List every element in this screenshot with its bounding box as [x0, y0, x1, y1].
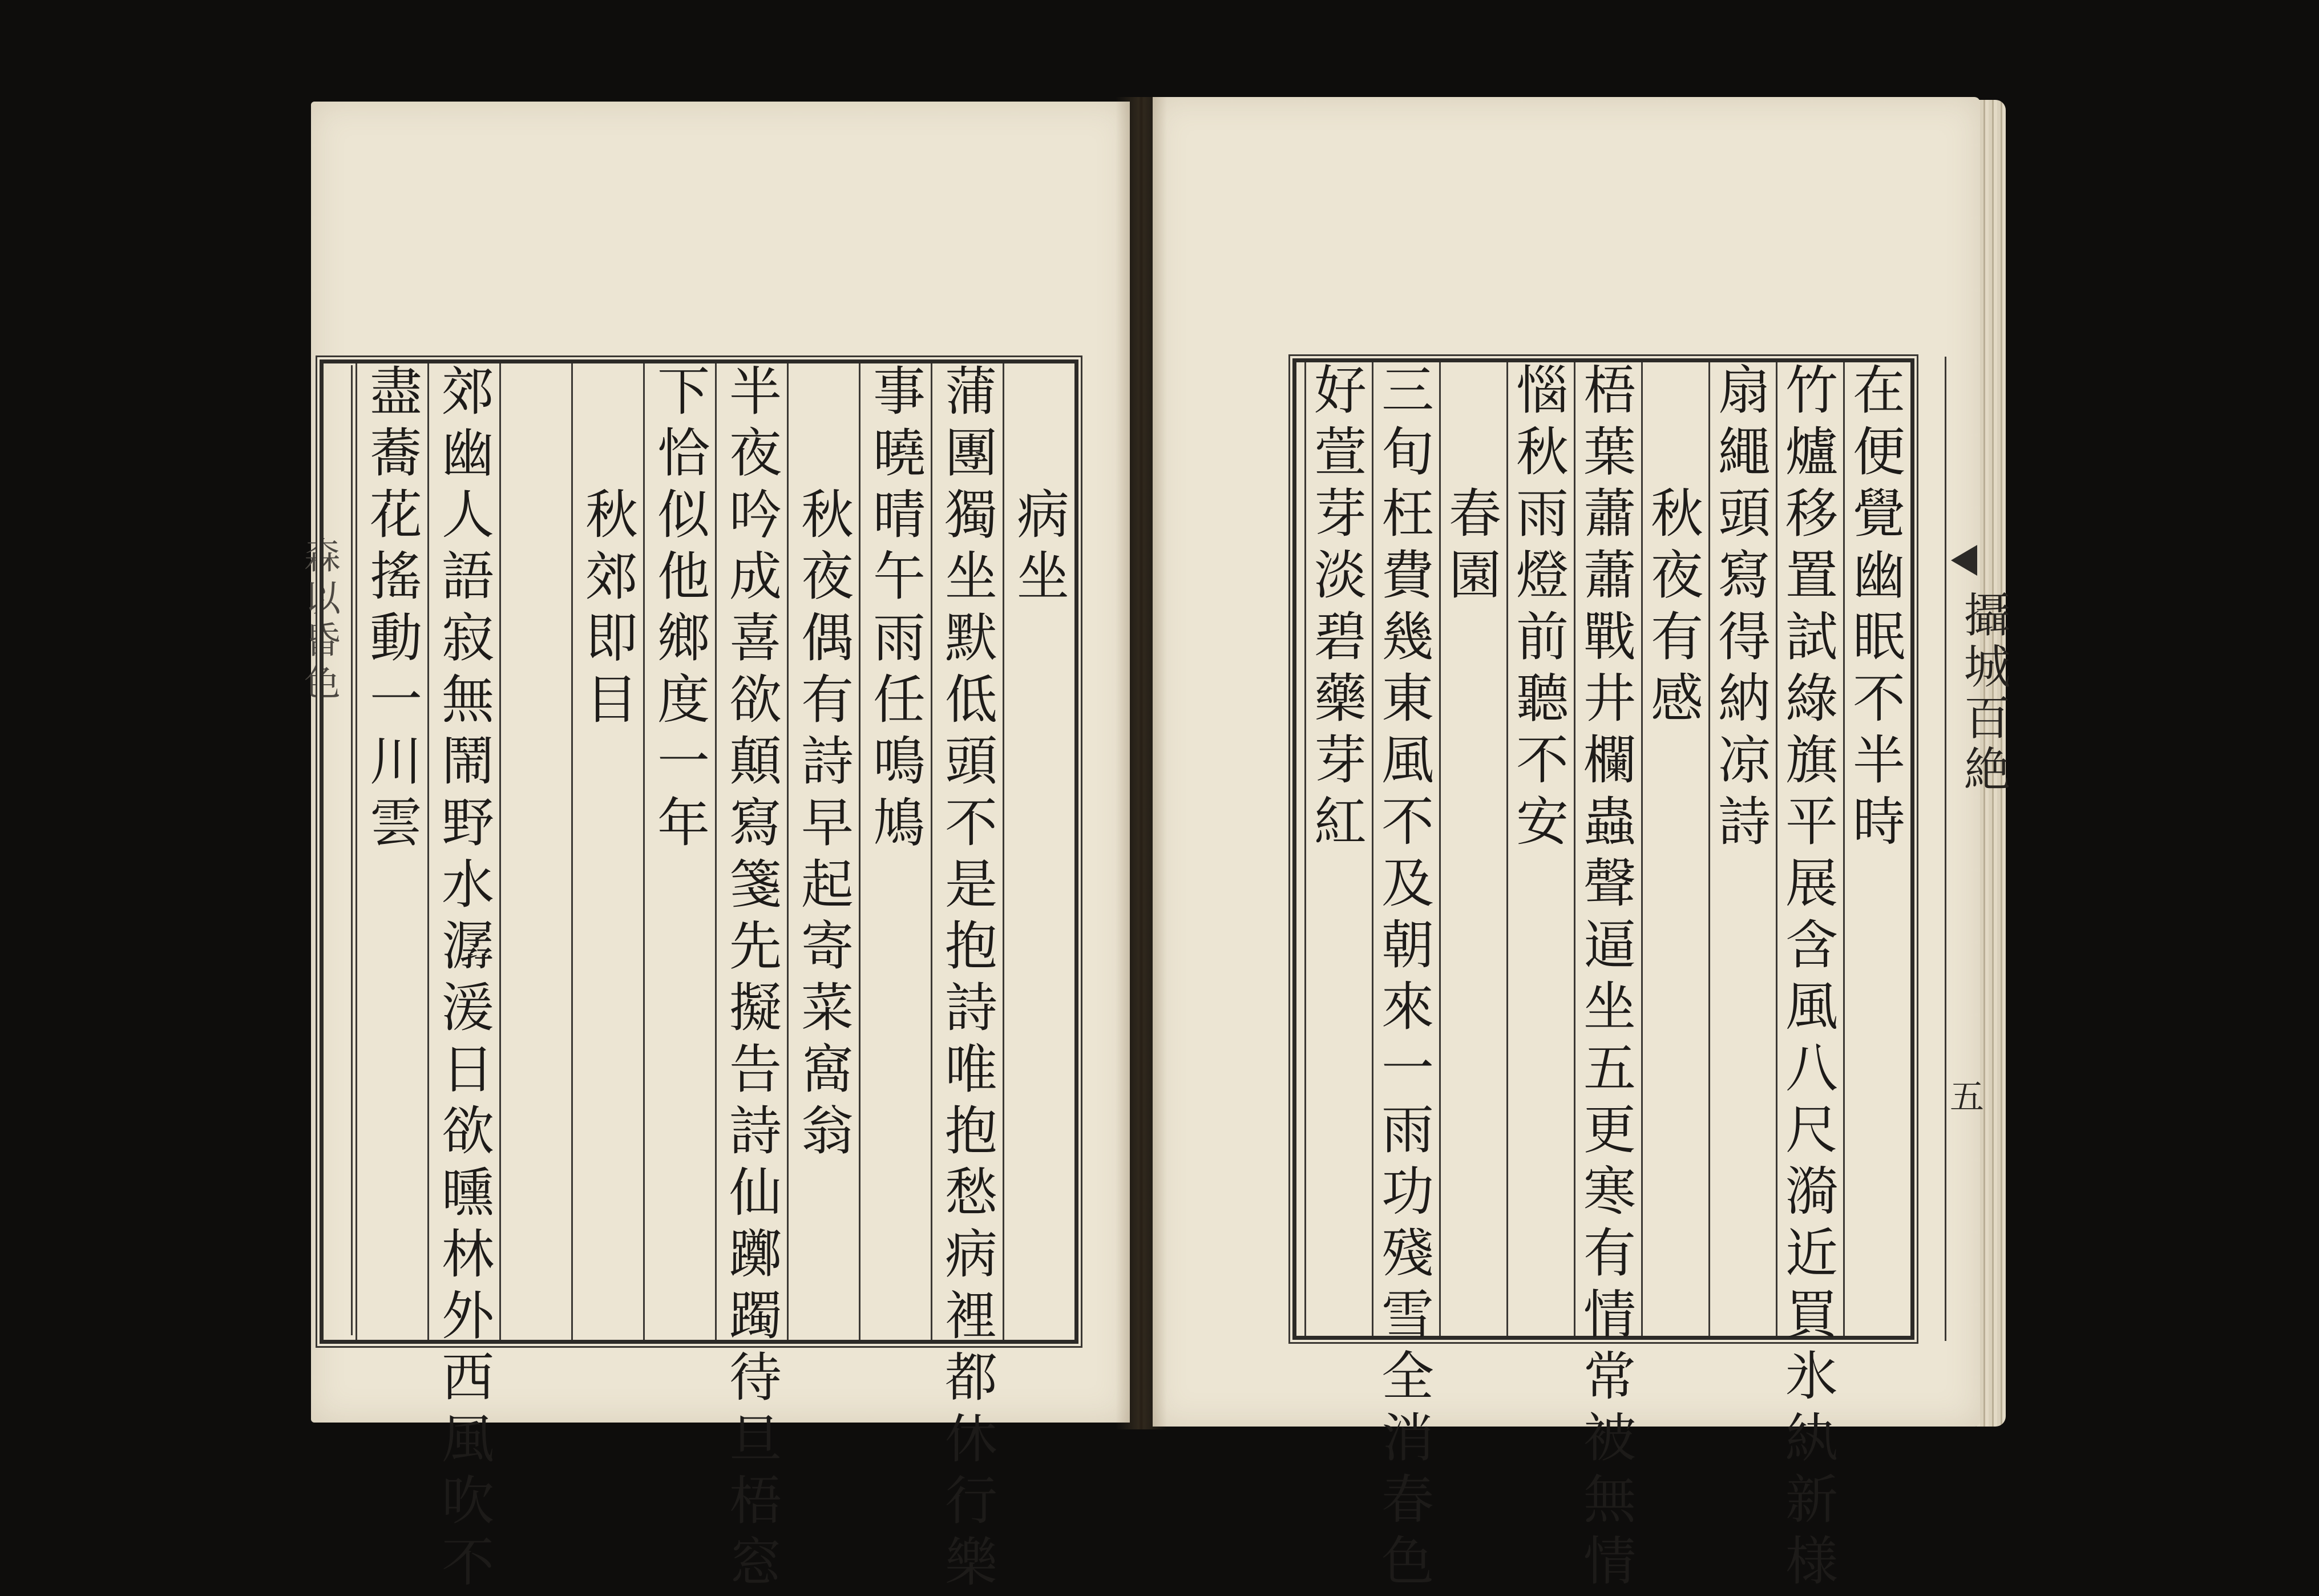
- text-column: [931, 363, 1003, 1596]
- text-column: [1708, 362, 1776, 1336]
- book-title: 攝城百絶: [1956, 591, 2010, 796]
- column-text: 好萱芽淡碧藥芽紅: [1306, 362, 1367, 855]
- text-column: [571, 363, 643, 1340]
- text-column: [1304, 362, 1372, 1336]
- text-column: [1372, 362, 1439, 1595]
- column-text: 在便覺幽眠不半時: [1844, 362, 1905, 855]
- column-text: 事曉晴午雨任鳴鳩: [864, 363, 926, 856]
- column-text: 郊幽人語寂無鬧野水潺湲日欲曛林外西風吹不: [433, 363, 494, 1596]
- column-text: 蒲團獨坐默低頭不是抱詩唯抱愁病裡都休行樂: [936, 363, 997, 1596]
- text-column: [1574, 362, 1641, 1595]
- column-text: 秋郊即目: [577, 363, 638, 733]
- column-text: 秋夜偶有詩早起寄菜窩翁: [793, 363, 854, 1165]
- text-column: [1843, 362, 1910, 1336]
- column-text: 惱秋雨燈前聽不安: [1508, 362, 1569, 855]
- text-column: [787, 363, 859, 1340]
- column-text: 竹爐移置試綠旗平展含風八尺漪近買氷紈新様: [1777, 362, 1838, 1595]
- text-column: [859, 363, 931, 1340]
- text-column: [1439, 362, 1506, 1336]
- column-text: 盡蕎花搖動一川雲: [361, 363, 422, 856]
- column-text: 秋夜有感: [1642, 362, 1703, 732]
- page-number: 五: [1950, 1077, 1984, 1117]
- text-column: [355, 363, 427, 1340]
- text-column: [1776, 362, 1843, 1595]
- fishtail-mark-icon: [1951, 545, 1977, 576]
- text-column: [427, 363, 499, 1596]
- column-text: 病坐: [1008, 363, 1069, 610]
- text-column: [1003, 363, 1074, 1340]
- text-column: [499, 363, 571, 1340]
- right-page-fold-edge: [1945, 357, 2010, 1341]
- fold-edge-fragment: 森以昏色: [298, 536, 340, 705]
- column-text: 半夜吟成喜欲顛寫箋先擬告詩仙躑躅待旦梧窓: [721, 363, 782, 1596]
- column-text: 春園: [1440, 362, 1501, 609]
- text-column: [643, 363, 715, 1340]
- column-text: 扇繩頭寫得納凉詩: [1710, 362, 1771, 855]
- text-column: [1641, 362, 1708, 1336]
- column-text: 三旬枉費幾東風不及朝來一雨功殘雪全消春色: [1373, 362, 1434, 1595]
- right-text-frame: [1292, 358, 1914, 1595]
- column-text: 下恰似他鄉度一年: [649, 363, 710, 856]
- book-gutter: [1116, 97, 1167, 1429]
- text-column: [715, 363, 787, 1596]
- column-text: 梧葉蕭蕭戰井欄蟲聲逼坐五更寒有情常被無情: [1575, 362, 1636, 1595]
- text-column: [1506, 362, 1574, 1336]
